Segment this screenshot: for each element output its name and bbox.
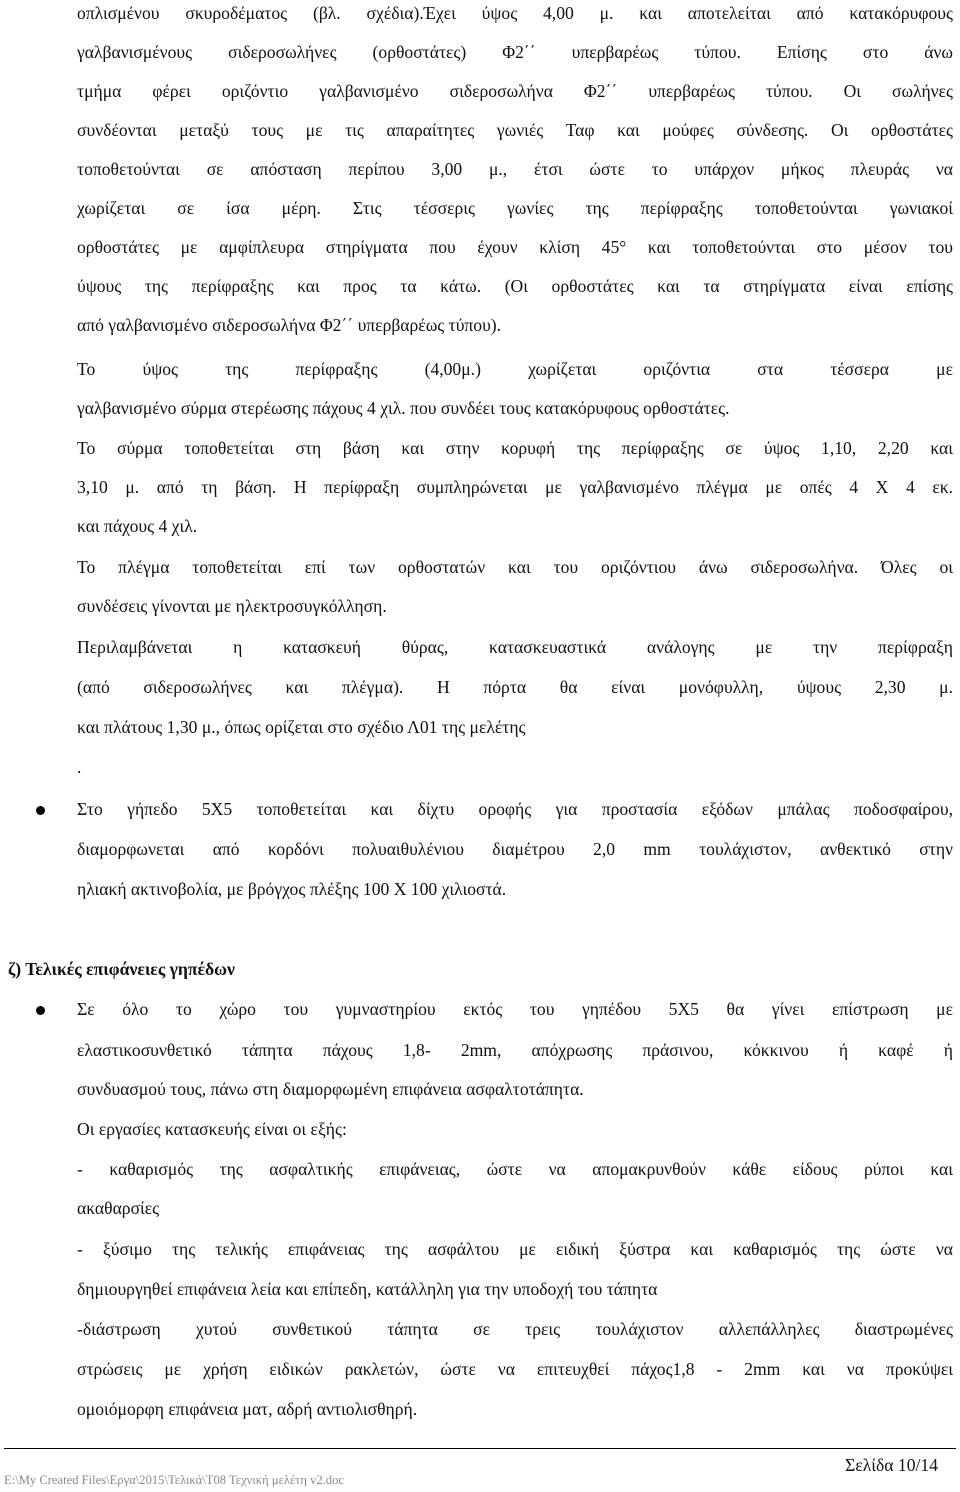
text-line: συνδέονται μεταξύ τους με τις απαραίτητες γωνιές Ταφ και μούφες σύνδεσης. Οι ορθοστάτες	[77, 120, 953, 140]
footer-divider	[4, 1448, 956, 1449]
text-line: Το πλέγμα τοποθετείται επί των ορθοστατών και του οριζόντιου άνω σιδεροσωλήνα. Όλες οι	[77, 557, 953, 577]
file-path: E:\My Created Files\Εργα\2015\Τελικά\Τ08 Τεχνική μελέτη v2.doc	[4, 1473, 344, 1487]
text-line: από γαλβανισμένο σιδεροσωλήνα Φ2΄΄ υπερβαρέως τύπου).	[77, 315, 502, 335]
text-line: Στο γήπεδο 5Χ5 τοποθετείται και δίχτυ οροφής για προστασία εξόδων μπάλας ποδοσφαίρου,	[77, 799, 953, 819]
text-line: ακαθαρσίες	[77, 1198, 160, 1218]
text-line: και πλάτους 1,30 μ., όπως ορίζεται στο σχέδιο Λ01 της μελέτης	[77, 717, 526, 737]
text-line: Το ύψος της περίφραξης (4,00μ.) χωρίζεται οριζόντια στα τέσσερα με	[77, 359, 953, 379]
text-line: χωρίζεται σε ίσα μέρη. Στις τέσσερις γωνίες της περίφραξης τοποθετούνται γωνιακοί	[77, 198, 953, 218]
bullet-icon	[36, 806, 45, 815]
text-line: (από σιδεροσωλήνες και πλέγμα). Η πόρτα θα είναι μονόφυλλη, ύψους 2,30 μ.	[77, 677, 953, 697]
text-line: στρώσεις με χρήση ειδικών ρακλετών, ώστε να επιτευχθεί πάχος1,8 - 2mm και να προκύψει	[77, 1359, 953, 1379]
text-line: .	[77, 757, 82, 777]
text-line: διαμορφωνεται από κορδόνι πολυαιθυλένιου διαμέτρου 2,0 mm τουλάχιστον, ανθεκτικό στην	[77, 839, 953, 859]
bullet-icon	[36, 1006, 45, 1015]
section-heading: ζ) Τελικές επιφάνειες γηπέδων	[8, 959, 235, 979]
text-line: και πάχους 4 χιλ.	[77, 516, 198, 536]
text-line: ελαστικοσυνθετικό τάπητα πάχους 1,8- 2mm, απόχρωσης πράσινου, κόκκινου ή καφέ ή	[77, 1040, 953, 1060]
text-line: -διάστρωση χυτού συνθετικού τάπητα σε τρεις τουλάχιστον αλλεπάλληλες διαστρωμένες	[77, 1319, 953, 1339]
text-line: τμήμα φέρει οριζόντιο γαλβανισμένο σιδεροσωλήνα Φ2΄΄ υπερβαρέως τύπου. Οι σωλήνες	[77, 81, 953, 101]
text-line: ορθοστάτες με αμφίπλευρα στηρίγματα που έχουν κλίση 45° και τοποθετούνται στο μέσον του	[77, 237, 953, 257]
text-line: Περιλαμβάνεται η κατασκευή θύρας, κατασκευαστικά ανάλογης με την περίφραξη	[77, 637, 953, 657]
text-line: Σε όλο το χώρο του γυμναστηρίου εκτός του γηπέδου 5Χ5 θα γίνει επίστρωση με	[77, 999, 953, 1019]
text-line: οπλισμένου σκυροδέματος (βλ. σχέδια).Έχει ύψος 4,00 μ. και αποτελείται από κατακόρυφους	[77, 3, 953, 23]
text-line: τοποθετούνται σε απόσταση περίπου 3,00 μ., έτσι ώστε το υπάρχον μήκος πλευράς να	[77, 159, 953, 179]
text-line: - ξύσιμο της τελικής επιφάνειας της ασφάλτου με ειδική ξύστρα και καθαρισμός της ώστε να	[77, 1239, 953, 1259]
text-line: συνδυασμού τους, πάνω στη διαμορφωμένη επιφάνεια ασφαλτοτάπητα.	[77, 1079, 584, 1099]
page-number: Σελίδα 10/14	[845, 1455, 938, 1475]
text-line: ομοιόμορφη επιφάνεια ματ, αδρή αντιολισθηρή.	[77, 1399, 418, 1419]
text-line: συνδέσεις γίνονται με ηλεκτροσυγκόλληση.	[77, 596, 387, 616]
text-line: - καθαρισμός της ασφαλτικής επιφάνειας, ώστε να απομακρυνθούν κάθε είδους ρύποι και	[77, 1159, 953, 1179]
text-line: Οι εργασίες κατασκευής είναι οι εξής:	[77, 1119, 347, 1139]
text-line: γαλβανισμένους σιδεροσωλήνες (ορθοστάτες) Φ2΄΄ υπερβαρέως τύπου. Επίσης στο άνω	[77, 42, 953, 62]
text-line: ηλιακή ακτινοβολία, με βρόγχος πλέξης 100 Χ 100 χιλιοστά.	[77, 879, 507, 899]
text-line: δημιουργηθεί επιφάνεια λεία και επίπεδη, κατάλληλη για την υποδοχή του τάπητα	[77, 1279, 658, 1299]
text-line: ύψους της περίφραξης και προς τα κάτω. (Οι ορθοστάτες και τα στηρίγματα είναι επίσης	[77, 276, 953, 296]
text-line: Το σύρμα τοποθετείται στη βάση και στην κορυφή της περίφραξης σε ύψος 1,10, 2,20 και	[77, 438, 953, 458]
text-line: 3,10 μ. από τη βάση. Η περίφραξη συμπληρώνεται με γαλβανισμένο πλέγμα με οπές 4 Χ 4 εκ.	[77, 477, 953, 497]
text-line: γαλβανισμένο σύρμα στερέωσης πάχους 4 χιλ. που συνδέει τους κατακόρυφους ορθοστάτες.	[77, 398, 730, 418]
